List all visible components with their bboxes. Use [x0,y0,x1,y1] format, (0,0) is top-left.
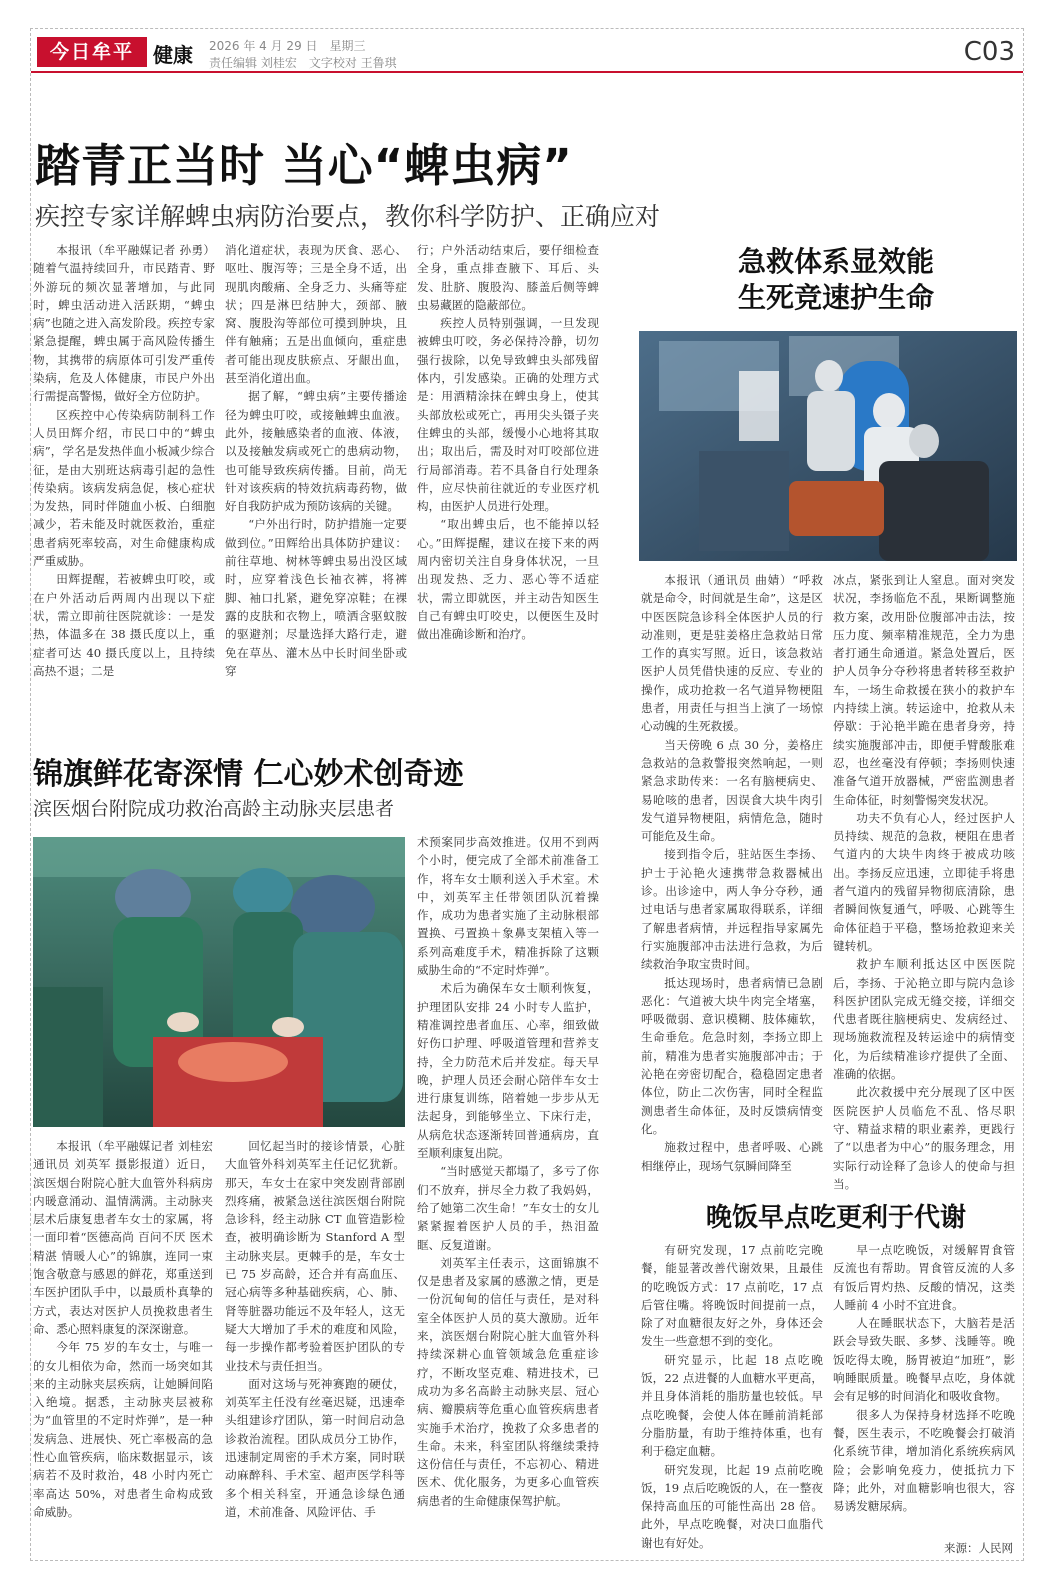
masthead [31,29,1023,73]
article1-title: 踏青正当时 当心“蜱虫病” [35,139,573,192]
article4-column-2 [833,1241,1015,1541]
paragraph: 有研究发现，17 点前吃完晚餐，能显著改善代谢效果，且最佳的吃晚饭方式：17 点前吃，17 点后管住嘴。将晚饭时间提前一点，除了对血糖很友好之外，身体还会发生一些意想不到的变化。 [641,1243,823,1349]
paragraph: 今年 75 岁的车女士，与唯一的女儿相依为命，然而一场突如其来的主动脉夹层疾病，让她瞬间陷入绝境。据悉，主动脉夹层被称为“血管里的不定时炸弹”，是一种发病急、进展快、死亡率极高的急性心血管疾病，临床数据显示，该病若不及时救治，48 小时内死亡率高达 50%，对患者生命构成致命威胁。 [33,1340,213,1519]
ambulance-photo [639,331,1017,561]
article1-column-2 [225,241,407,678]
page-number: C03 [963,37,1015,67]
article3-subtitle: 滨医烟台附院成功救治高龄主动脉夹层患者 [33,798,395,820]
paragraph: 本报讯（牟平融媒记者 刘桂宏 通讯员 刘英军 摄影报道）近日，滨医烟台附院心脏大血管外科病房内暖意涌动、温情满满。主动脉夹层术后康复患者车女士的家属，将一面印着“医德高尚 百问不厌 医术精湛 情暖人心”的锦旗，连同一束饱含敬意与感恩的鲜花，郑重送到车医护团队手中，以最质朴真挚的方式，表达对医护人员挽救患者生命、悉心照料康复的深深谢意。 [33,1139,213,1336]
paragraph: 刘英军主任表示，这面锦旗不仅是患者及家属的感激之情，更是一份沉甸甸的信任与责任，是对科室全体医护人员的莫大激励。近年来，滨医烟台附院心脏大血管外科持续深耕心血管领域急危重症诊疗，不断攻坚克难、精进技术，已成功为多名高龄主动脉夹层、冠心病、瓣膜病等危重心血管疾病患者实施手术治疗，挽救了众多患者的生命。未来，科室团队将继续秉持这份信任与责任，不忘初心、精进医术、优化服务，为更多心血管疾病患者的生命健康保驾护航。 [417,1255,599,1508]
issue-date: 2026 年 4 月 29 日 星期三 [209,39,366,53]
article3-column-2 [225,1137,405,1557]
article1-column-3 [417,241,599,661]
paragraph: 研究显示，比起 18 点吃晚饭，22 点进餐的人血糖水平更高，并且身体消耗的脂肪量也较低。早点吃晚餐，会使人体在睡前消耗部分脂肪量，有助于维持体重，也有利于稳定血糖。 [641,1352,823,1459]
paragraph: 功夫不负有心人，经过医护人员持续、规范的急救，梗阻在患者气道内的大块牛肉终于被成功咳出。李扬反应迅速，立即徒手将患者气道内的残留异物彻底清除，患者瞬间恢复通气，呼吸、心跳等生命体征趋于平稳，整场抢救迎来关键转机。 [833,810,1015,953]
paragraph: 术后为确保车女士顺利恢复，护理团队安排 24 小时专人监护，精准调控患者血压、心率，细致做好伤口护理、呼吸道管理和营养支持，全力防范术后并发症。每天早晚，护理人员还会耐心陪伴车女士进行康复训练，陪着她一步步从无法起身，到能够坐立、下床行走，从病危状态逐渐转回普通病房，直至顺利康复出院。 [417,981,599,1161]
paragraph: “取出蜱虫后，也不能掉以轻心。”田辉提醒，建议在接下来的两周内密切关注自身身体状况，一旦出现发热、乏力、恶心等不适症状，需立即就医，并主动告知医生自己有蜱虫叮咬史，以便医生及时做出准确诊断和治疗。 [417,517,599,642]
paragraph: 人在睡眠状态下，大脑若是活跃会导致失眠、多梦、浅睡等。晚饭吃得太晚，肠胃被迫“加班”，影响睡眠质量。晚餐早点吃，身体就会有足够的时间消化和吸收食物。 [833,1316,1015,1404]
paragraph: 疾控人员特别强调，一旦发现被蜱虫叮咬，务必保持冷静，切勿强行拔除，以免导致蜱虫头部残留体内，引发感染。正确的处理方式是：用酒精涂抹在蜱虫身上，使其头部放松或死亡，再用尖头镊子夹住蜱虫的头部，缓慢小心地将其取出；取出后，需及时对叮咬部位进行局部消毒。若不具备自行处理条件，应尽快前往就近的专业医疗机构，由医护人员进行处理。 [417,316,599,514]
paragraph: 面对这场与死神赛跑的硬仗，刘英军主任没有丝毫迟疑，迅速牵头组建诊疗团队，第一时间启动急诊救治流程。团队成员分工协作，迅速制定周密的手术方案，同时联动麻醉科、手术室、超声医学科等多个相关科室，开通急诊绿色通道，术前准备、风险评估、手 [225,1376,405,1519]
article3-column-3 [417,833,599,1557]
newspaper-logo: 今日牟平 [37,37,147,67]
paragraph: 行；户外活动结束后，要仔细检查全身，重点排查腋下、耳后、头发、肚脐、腹股沟、膝盖后侧等蜱虫易藏匿的隐蔽部位。 [417,243,599,312]
paragraph: 接到指令后，驻站医生李扬、护士于沁艳火速携带急救器械出诊。出诊途中，两人争分夺秒，通过电话与患者家属取得联系，详细了解患者病情，并远程指导家属先行实施腹部冲击法进行急救，为后续救治争取宝贵时间。 [641,847,823,972]
article3-column-1 [33,1137,213,1557]
section-name: 健康 [153,43,193,67]
editors-line: 责任编辑 刘桂宏 文字校对 王鲁琪 [209,56,397,70]
paragraph: 消化道症状，表现为厌食、恶心、呕吐、腹泻等；三是全身不适，出现肌肉酸痛、全身乏力、头痛等症状；四是淋巴结肿大，颈部、腋窝、腹股沟等部位可摸到肿块，且伴有触痛；五是出血倾向，重症患者可能出现皮肤瘀点、牙龈出血，甚至消化道出血。 [225,243,407,386]
paragraph: 很多人为保持身材选择不吃晚餐，医生表示，不吃晚餐会打破消化系统节律，增加消化系统疾病风险；会影响免疫力，使抵抗力下降；此外，对血糖影响也很大，容易诱发糖尿病。 [833,1407,1015,1514]
paragraph: 研究发现，比起 19 点前吃晚饭，19 点后吃晚饭的人，在一整夜保持高血压的可能性高出 28 倍。此外，早点吃晚餐，对决口血脂代谢也有好处。 [641,1462,823,1550]
article1-column-1 [33,241,215,678]
paragraph: 本报讯（牟平融媒记者 孙勇）随着气温持续回升，市民踏青、野外游玩的频次显著增加，与此同时，蜱虫活动进入活跃期，“蜱虫病”也随之进入高发阶段。疾控专家紧急提醒，蜱虫属于高风险传播生物，其携带的病原体可引发严重传染病，危及人体健康，市民户外出行需提高警惕，做好全方位防护。 [33,243,215,404]
paragraph: “户外出行时，防护措施一定要做到位。”田辉给出具体防护建议：前往草地、树林等蜱虫易出没区域时，应穿着浅色长袖衣裤，将裤脚、袖口扎紧，避免穿凉鞋；在裸露的皮肤和衣物上，喷洒含驱蚊胺的驱避剂；尽量选择大路行走，避免在草丛、灌木丛中长时间坐卧或穿 [225,517,407,678]
article3-title: 锦旗鲜花寄深情 仁心妙术创奇迹 [33,757,464,792]
paragraph: 冰点，紧张到让人窒息。面对突发状况，李扬临危不乱，果断调整施救方案，改用卧位腹部冲击法，按压力度、频率精准规范，全力为患者打通生命通道。紧急处置后，医护人员争分夺秒将患者转移至救护车，一场生命救援在狭小的救护车内持续上演。转运途中，抢救从未停歇：于沁艳半跪在患者身旁，持续实施腹部冲击，即便手臂酸胀难忍，也丝毫没有停顿；李扬则快速准备气道开放器械，严密监测患者生命体征，时刻警惕突发状况。 [833,573,1015,807]
paragraph: 施救过程中，患者呼吸、心跳相继停止，现场气氛瞬间降至 [641,1140,823,1173]
paragraph: 当天傍晚 6 点 30 分，姜格庄急救站的急救警报突然响起，一则紧急求助传来：一名有脑梗病史、易呛咳的患者，因误食大块牛肉引发气道异物梗阻，病情危急，随时可能危及生命。 [641,737,823,844]
surgery-photo [33,837,405,1127]
ambulance-photo-image [639,331,1017,561]
paragraph: 回忆起当时的接诊情景，心脏大血管外科刘英军主任记忆犹新。那天，车女士在家中突发剧背部剧烈疼痛，被紧急送往滨医烟台附院急诊科，经主动脉 CT 血管造影检查，被明确诊断为 Stanford A 型主动脉夹层。更棘手的是，车女士已 75 岁高龄，还合并有高血压、冠心病等多种基础疾病，心、肺、肾等脏器功能远不及年轻人，这无疑大大增加了手术的难度和风险，每一步操作都考验着医护团队的专业技术与责任担当。 [225,1139,405,1373]
paragraph: 田辉提醒，若被蜱虫叮咬，或在户外活动后两周内出现以下症状，需立即前往医院就诊：一是发热，体温多在 38 摄氏度以上，重症者可达 40 摄氏度以上，且持续高热不退；二是 [33,572,215,678]
paragraph: 早一点吃晚饭，对缓解胃食管反流也有帮助。胃食管反流的人多有饭后胃灼热、反酸的情况，这类人睡前 4 小时不宜进食。 [833,1243,1015,1312]
newspaper-page [30,28,1024,1561]
paragraph: “当时感觉天都塌了，多亏了你们不放弃，拼尽全力救了我妈妈，给了她第二次生命！”车女士的女儿紧紧握着医护人员的手，热泪盈眶、反复道谢。 [417,1164,599,1252]
article4-source: 来源：人民网 [944,1541,1013,1555]
surgery-photo-image [33,837,405,1127]
paragraph: 此次救援中充分展现了区中医医院医护人员临危不乱、恪尽职守、精益求精的职业素养，更践行了“以患者为中心”的服务理念，用实际行动诠释了急诊人的使命与担当。 [833,1085,1015,1191]
paragraph: 救护车顺利抵达区中医医院后，李扬、于沁艳立即与院内急诊科医护团队完成无缝交接，详细交代患者既往脑梗病史、发病经过、现场施救流程及转运途中的病情变化，为后续精准诊疗提供了全面、准确的依据。 [833,957,1015,1082]
paragraph: 区疾控中心传染病防制科工作人员田辉介绍，市民口中的“蜱虫病”，学名是发热伴血小板减少综合征，是由大别班达病毒引起的急性传染病。该病发病急促，核心症状为发热，同时伴随血小板、白细胞减少，若未能及时就医救治，重症患者病死率较高，对生命健康构成严重威胁。 [33,407,215,569]
article1-subtitle: 疾控专家详解蜱虫病防治要点，教你科学防护、正确应对 [35,202,661,231]
paragraph: 据了解，“蜱虫病”主要传播途径为蜱虫叮咬，或接触蜱虫血液。此外，接触感染者的血液、体液，以及接触发病或死亡的患病动物，也可能导致疾病传播。目前，尚无针对该疾病的特效抗病毒药物，做好自我防护成为预防该病的关键。 [225,389,407,514]
article4-title: 晚饭早点吃更利于代谢 [705,1203,966,1233]
paragraph: 术预案同步高效推进。仅用不到两个小时，便完成了全部术前准备工作，将车女士顺利送入手术室。术中，刘英军主任带领团队沉着操作，成功为患者实施了主动脉根部置换、弓置换＋象鼻支架植入等一系列高难度手术，精准拆除了这颗威胁生命的“不定时炸弹”。 [417,835,599,978]
paragraph: 抵达现场时，患者病情已急剧恶化：气道被大块牛肉完全堵塞，呼吸微弱、意识模糊、肢体瘫软，生命垂危。危急时刻，李扬立即上前，精准为患者实施腹部冲击；于沁艳在旁密切配合，稳稳固定患者体位，防止二次伤害，同时全程监测患者生命体征，及时反馈病情变化。 [641,975,823,1136]
article2-title: 急救体系显效能 生死竞速护生命 [737,245,934,314]
paragraph: 本报讯（通讯员 曲婧）“呼救就是命令，时间就是生命”，这是区中医医院急诊科全体医护人员的行动准则，更是驻姜格庄急救站日常工作的真实写照。近日，该急救站医护人员凭借快速的反应、专业的操作，成功抢救一名气道异物梗阻患者，用责任与担当上演了一场惊心动魄的生死救援。 [641,573,823,734]
article4-column-1 [641,1241,823,1557]
